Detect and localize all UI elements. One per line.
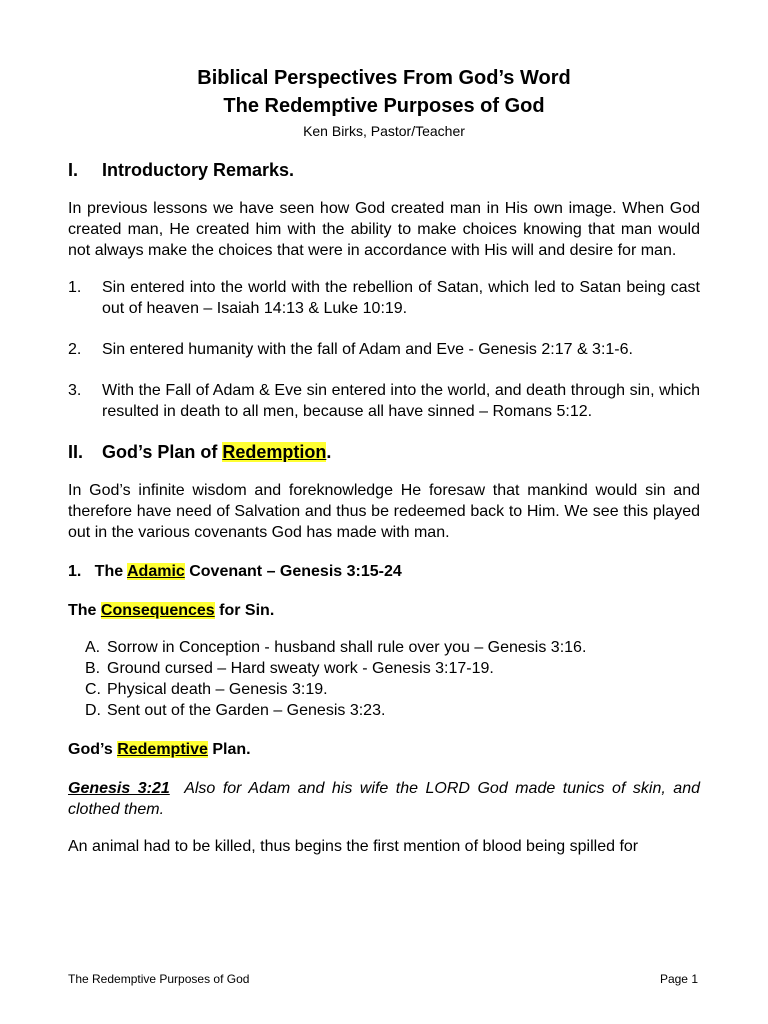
consequences-heading	[68, 600, 700, 621]
highlighted-term: Redemptive	[117, 741, 208, 758]
list-item	[68, 637, 700, 658]
list-item	[68, 277, 700, 319]
scripture-quote	[68, 778, 705, 820]
list-item-letter: B.	[85, 660, 101, 677]
closing-paragraph: An animal had to be killed, thus begins the first mention of blood being spilled for	[68, 838, 639, 855]
document-page	[68, 64, 705, 857]
redemption-paragraph: In God’s infinite wisdom and foreknowledge He foresaw that mankind would sin and therefore have need of Salvation and thus be redeemed back to Him. We see this played out in the various covenants God has made with man.	[68, 482, 700, 541]
section-number: II.	[68, 442, 84, 462]
plan-heading-suffix: Plan.	[207, 741, 251, 758]
footer-title: The Redemptive Purposes of God	[68, 972, 250, 986]
list-item-number: 1.	[68, 279, 82, 296]
list-item-text: With the Fall of Adam & Eve sin entered into the world, and death through sin, which resulted in death to all men, because all have sinned – Romans 5:12.	[102, 382, 700, 420]
covenant-heading-prefix: 1. The	[68, 563, 127, 580]
section-title-text: God’s Plan of	[102, 442, 223, 462]
document-title-line2: The Redemptive Purposes of God	[223, 95, 545, 117]
list-item	[68, 700, 700, 721]
list-item-letter: A.	[85, 639, 101, 656]
section-title	[102, 440, 331, 464]
section-number: I.	[68, 160, 79, 180]
list-item	[68, 658, 700, 679]
consequences-list	[68, 637, 700, 721]
page-footer	[68, 972, 698, 986]
scripture-text: Also for Adam and his wife the LORD God made tunics of skin, and clothed them.	[68, 780, 705, 818]
list-item	[68, 679, 700, 700]
plan-heading-prefix: God’s	[68, 741, 118, 758]
consequences-heading-suffix: for Sin.	[214, 602, 275, 619]
list-item-letter: C.	[85, 681, 101, 698]
footer-page-number: Page 1	[659, 972, 698, 986]
highlighted-term: Adamic	[126, 563, 185, 580]
covenant-heading	[68, 561, 700, 582]
list-item-text: Ground cursed – Hard sweaty work - Genesis 3:17-19.	[107, 660, 494, 677]
scripture-reference: Genesis 3:21	[68, 780, 170, 797]
highlighted-term: Redemption	[222, 442, 327, 462]
highlighted-term: Consequences	[100, 602, 215, 619]
redemptive-plan-heading	[68, 739, 700, 760]
list-item-text: Sent out of the Garden – Genesis 3:23.	[107, 702, 386, 719]
list-item-number: 2.	[68, 341, 82, 358]
list-item-text: Sorrow in Conception - husband shall rule over you – Genesis 3:16.	[107, 639, 587, 656]
list-item-letter: D.	[85, 702, 101, 719]
intro-paragraph: In previous lessons we have seen how God created man in His own image. When God created man, He created him with the ability to make choices knowing that man would not always make the choices that were in accordance with His will and desire for man.	[68, 200, 700, 259]
section-title: Introductory Remarks.	[102, 160, 295, 180]
list-item	[68, 380, 700, 422]
document-author: Ken Birks, Pastor/Teacher	[303, 123, 465, 139]
intro-list	[68, 277, 700, 422]
section-heading-intro	[68, 158, 700, 182]
list-item-text: Sin entered humanity with the fall of Adam and Eve - Genesis 2:17 & 3:1-6.	[102, 341, 633, 358]
document-title-line1: Biblical Perspectives From God’s Word	[197, 67, 571, 89]
section-title-suffix: .	[326, 442, 332, 462]
list-item-text: Physical death – Genesis 3:19.	[107, 681, 328, 698]
consequences-heading-prefix: The	[68, 602, 101, 619]
covenant-heading-suffix: Covenant – Genesis 3:15-24	[184, 563, 402, 580]
list-item	[68, 339, 700, 360]
list-item-text: Sin entered into the world with the rebellion of Satan, which led to Satan being cast out of heaven – Isaiah 14:13 & Luke 10:19.	[102, 279, 700, 317]
section-heading-redemption	[68, 440, 700, 464]
list-item-number: 3.	[68, 382, 82, 399]
